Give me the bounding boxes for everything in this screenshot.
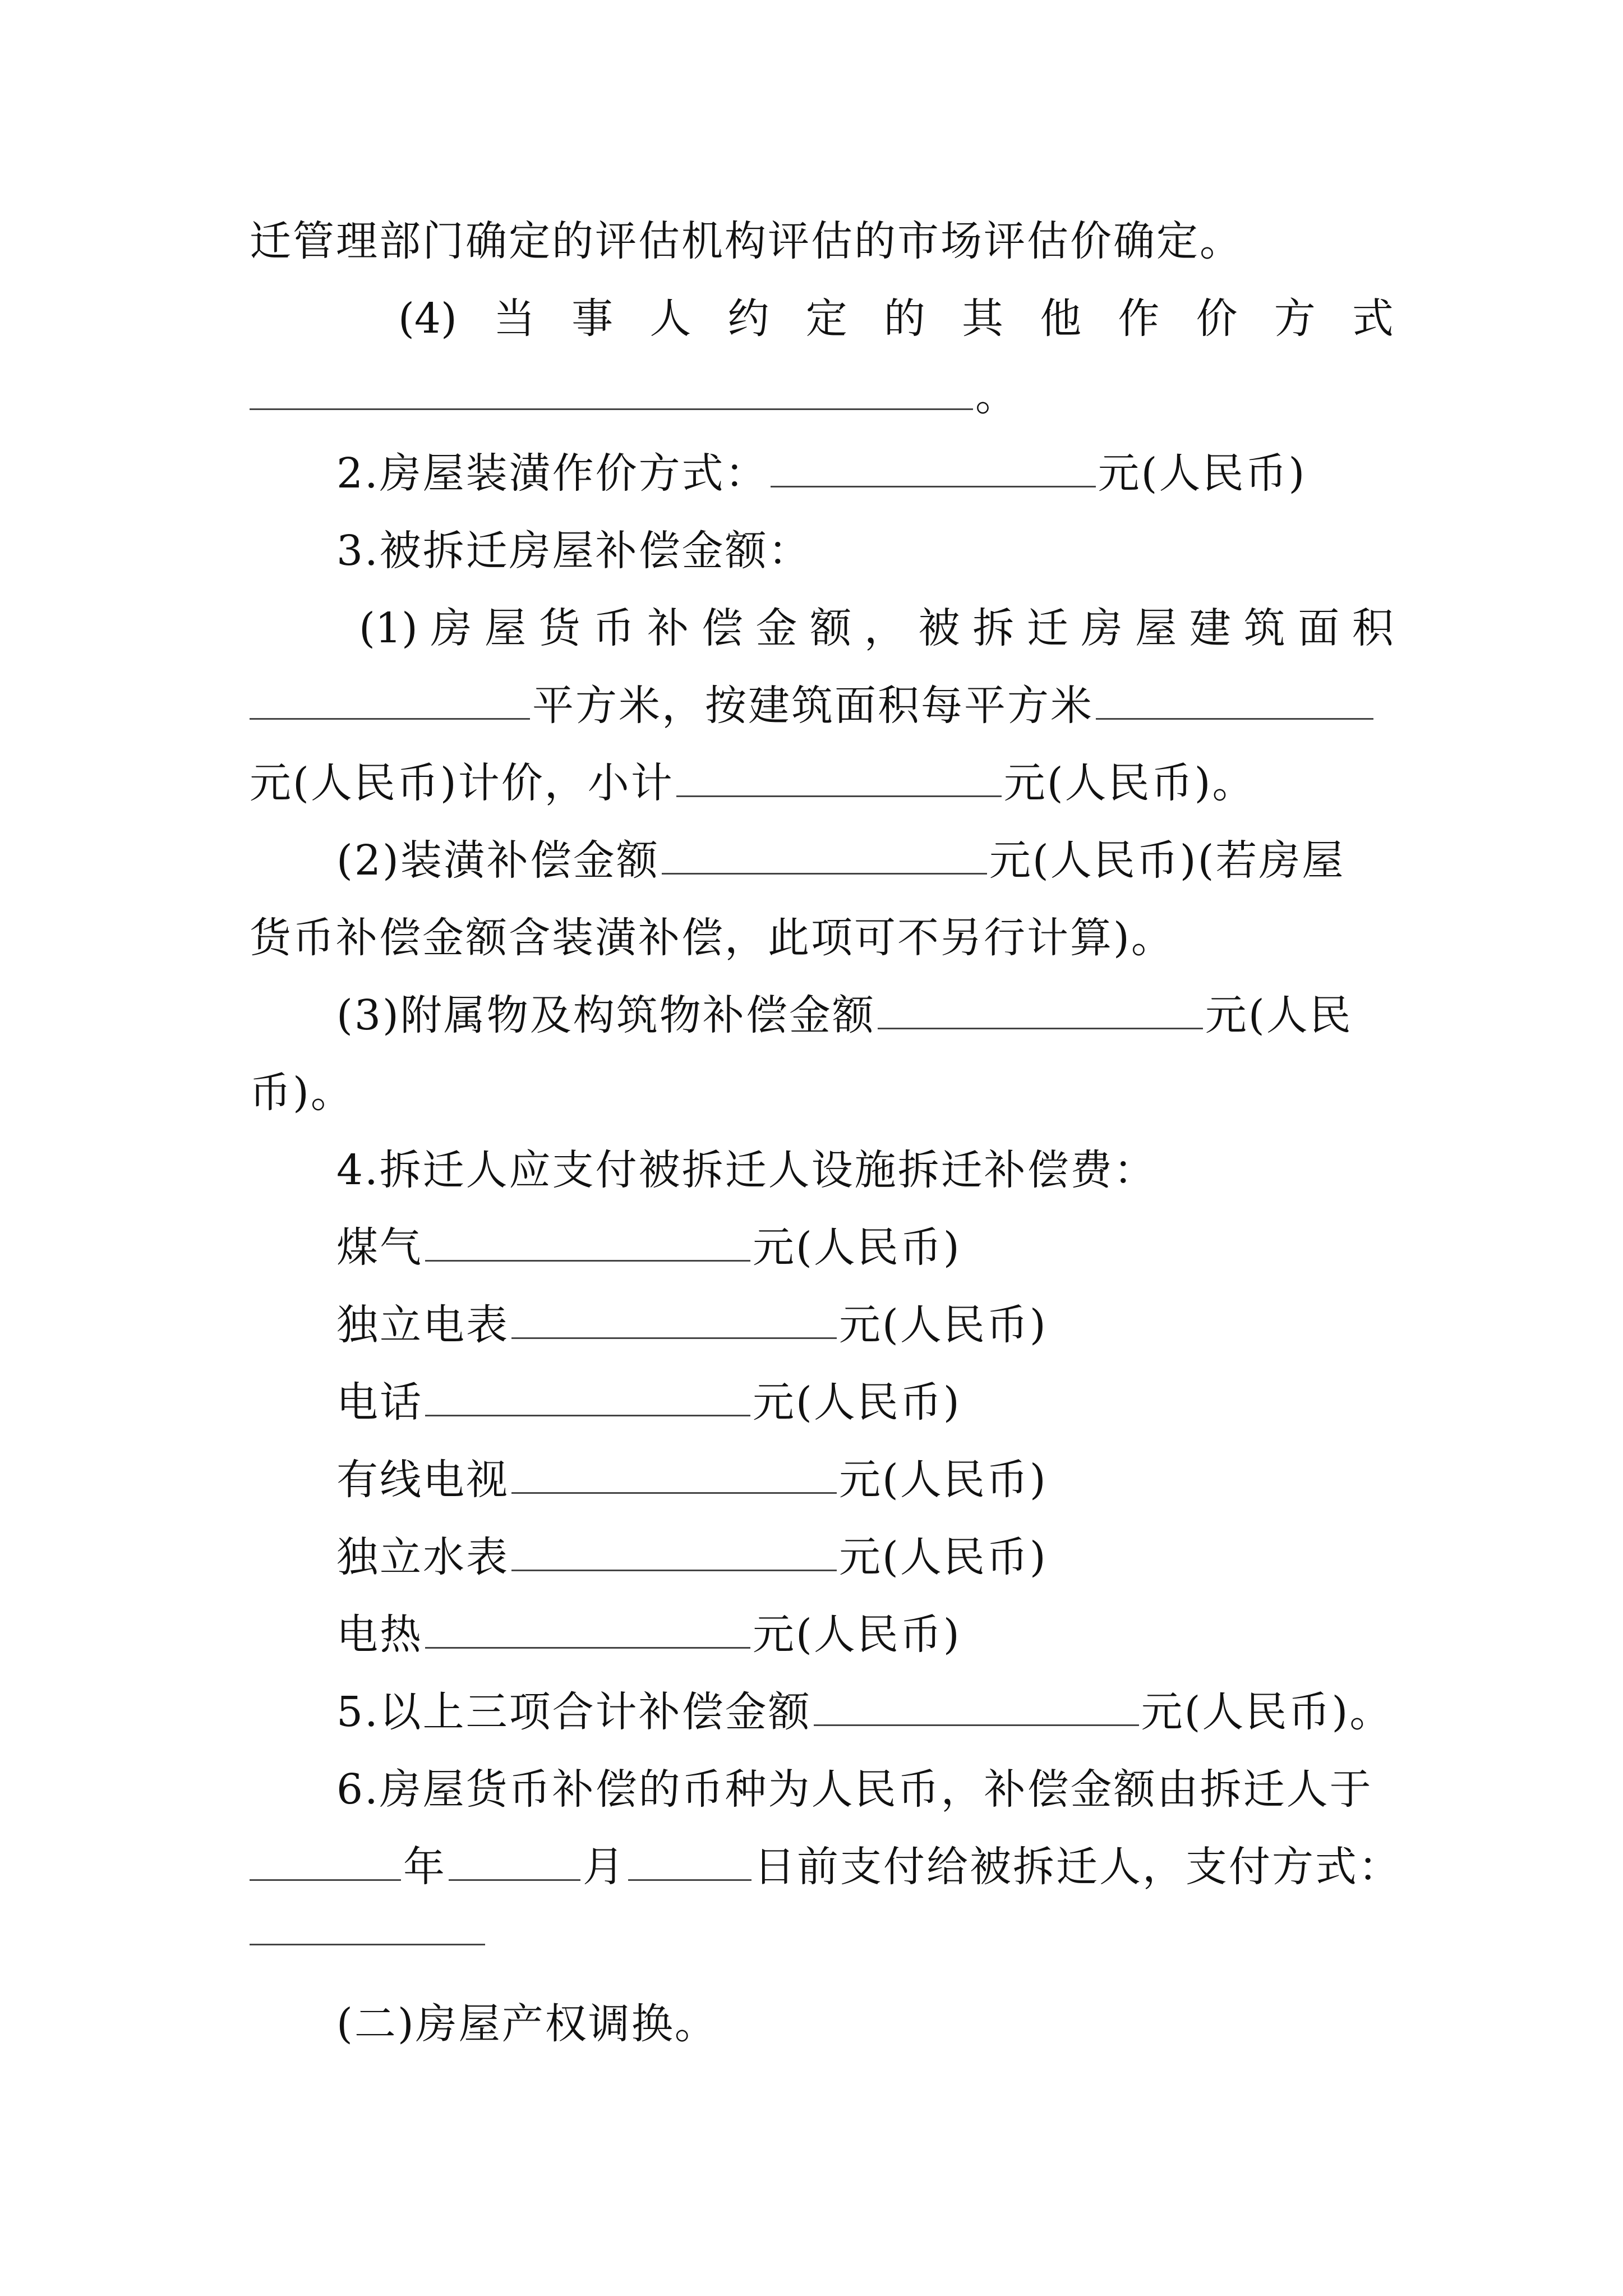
paragraph-text: 日前支付给被拆迁人，支付方式： xyxy=(754,1843,1401,1891)
unit-text: 元(人民币) xyxy=(1098,449,1307,498)
char: 屋 xyxy=(485,604,527,652)
text-line-7 xyxy=(250,678,1394,734)
fill-blank[interactable] xyxy=(425,1375,750,1416)
text-line-1 xyxy=(250,213,1394,269)
facility-row-water-meter xyxy=(336,1529,1394,1585)
facility-name: 有线电视 xyxy=(336,1456,509,1504)
section-heading: (二)房屋产权调换。 xyxy=(336,2000,718,2048)
text-line-6 xyxy=(359,600,1394,656)
paragraph-text: 币)。 xyxy=(250,1069,354,1117)
text-line-24 xyxy=(336,1996,1394,2052)
facility-name: 电话 xyxy=(336,1378,423,1427)
unit-text: 元(人民币) xyxy=(839,1533,1048,1581)
char: 价 xyxy=(1196,295,1238,343)
payment-method-blank[interactable] xyxy=(250,1944,485,1945)
fill-blank[interactable] xyxy=(662,834,987,875)
facility-row-cable-tv xyxy=(336,1452,1394,1508)
fill-blank[interactable] xyxy=(511,1298,837,1339)
item-label: 3.被拆迁房屋补偿金额： xyxy=(336,527,811,575)
unit-text: 元(人民币) xyxy=(839,1456,1048,1504)
fill-blank[interactable] xyxy=(425,1221,750,1262)
char: 他 xyxy=(1040,295,1082,343)
char: 积 xyxy=(1352,604,1394,652)
facility-name: 煤气 xyxy=(336,1223,423,1272)
item-label: (2)装潢补偿金额 xyxy=(336,836,660,885)
char: 房 xyxy=(1081,604,1123,652)
text-line-10 xyxy=(250,910,1394,966)
year-blank[interactable] xyxy=(250,1840,401,1881)
month-blank[interactable] xyxy=(449,1840,580,1881)
day-blank[interactable] xyxy=(628,1840,751,1881)
paragraph-text: 元(人民币)计价，小计 xyxy=(250,759,674,807)
unit-text: 元(人民币) xyxy=(753,1611,961,1659)
facility-row-electric-meter xyxy=(336,1297,1394,1353)
facility-name: 独立电表 xyxy=(336,1301,509,1349)
char: 屋 xyxy=(1135,604,1177,652)
char: 当 xyxy=(494,295,535,343)
punctuation: 。 xyxy=(975,372,1018,420)
char: 金 xyxy=(755,604,797,652)
char: 房 xyxy=(430,604,472,652)
paragraph-text: 6.房屋货币补偿的币种为人民币，补偿金额由拆迁人于 xyxy=(336,1765,1373,1814)
unit-text: 元(人民币)(若房屋 xyxy=(989,836,1345,885)
fill-blank[interactable] xyxy=(250,369,973,410)
item-label: (3)附属物及构筑物补偿金额 xyxy=(336,991,875,1039)
char: 货 xyxy=(538,604,580,652)
char: 定 xyxy=(805,295,847,343)
fill-blank[interactable] xyxy=(1096,679,1373,720)
char: 补 xyxy=(647,604,689,652)
char: 面 xyxy=(1298,604,1340,652)
text-line-5 xyxy=(336,523,1394,579)
fill-blank[interactable] xyxy=(676,756,1002,797)
item-label: 5.以上三项合计补偿金额 xyxy=(336,1688,811,1736)
facility-row-electric-heat xyxy=(336,1607,1394,1663)
fill-blank[interactable] xyxy=(511,1530,837,1571)
unit-text: 元(人民币)。 xyxy=(1141,1688,1393,1736)
char: 额 xyxy=(810,604,852,652)
text-line-20 xyxy=(336,1684,1394,1740)
char: 式 xyxy=(1352,295,1394,343)
paragraph-text: 货币补偿金额含装潢补偿，此项可不另行计算)。 xyxy=(250,914,1174,962)
paragraph-text: 平方米，按建筑面积每平方米 xyxy=(532,682,1094,730)
char: 方 xyxy=(1274,295,1316,343)
char: 事 xyxy=(571,295,614,343)
item-number: (1) xyxy=(359,604,418,652)
char: 迁 xyxy=(1026,604,1068,652)
fill-blank[interactable] xyxy=(771,447,1096,487)
item-number: (4) xyxy=(398,295,457,343)
facility-name: 电热 xyxy=(336,1611,423,1659)
char: 的 xyxy=(883,295,925,343)
text-line-13 xyxy=(336,1142,1394,1198)
text-line-3 xyxy=(250,368,1394,424)
text-line-8 xyxy=(250,755,1394,811)
fill-blank[interactable] xyxy=(250,679,530,720)
text-line-21 xyxy=(336,1761,1394,1818)
fill-blank[interactable] xyxy=(425,1608,750,1649)
facility-name: 独立水表 xyxy=(336,1533,509,1581)
char: 建 xyxy=(1189,604,1231,652)
char: 其 xyxy=(962,295,1004,343)
text-line-4 xyxy=(336,445,1394,501)
unit-text: 元(人民币) xyxy=(753,1378,961,1427)
text-line-22 xyxy=(250,1839,1401,1895)
year-label: 年 xyxy=(403,1843,446,1891)
item-label: 2.房屋装潢作价方式： xyxy=(336,449,768,498)
unit-text: 元(人民币) xyxy=(753,1223,961,1272)
paragraph-text: 迁管理部门确定的评估机构评估的市场评估价确定。 xyxy=(250,217,1243,265)
char: 币 xyxy=(593,604,635,652)
char: 偿 xyxy=(701,604,743,652)
char: 筑 xyxy=(1243,604,1285,652)
fill-blank[interactable] xyxy=(878,988,1203,1029)
text-line-2 xyxy=(398,291,1394,347)
unit-text: 元(人民币)。 xyxy=(1003,759,1256,807)
text-line-11 xyxy=(336,987,1394,1043)
item-label: 4.拆迁人应支付被拆迁人设施拆迁补偿费： xyxy=(336,1146,1157,1194)
unit-text: 元(人民币) xyxy=(839,1301,1048,1349)
month-label: 月 xyxy=(583,1843,626,1891)
facility-row-gas xyxy=(336,1220,1394,1276)
text-line-12 xyxy=(250,1065,1394,1121)
char: ， xyxy=(864,604,906,652)
char: 被 xyxy=(918,604,960,652)
fill-blank[interactable] xyxy=(511,1453,837,1494)
char: 作 xyxy=(1118,295,1160,343)
char: 人 xyxy=(649,295,691,343)
fill-blank[interactable] xyxy=(814,1685,1139,1726)
char: 约 xyxy=(727,295,769,343)
text-line-9 xyxy=(336,832,1394,889)
unit-text: 元(人民 xyxy=(1205,991,1353,1039)
facility-row-phone xyxy=(336,1374,1394,1430)
char: 拆 xyxy=(972,604,1015,652)
